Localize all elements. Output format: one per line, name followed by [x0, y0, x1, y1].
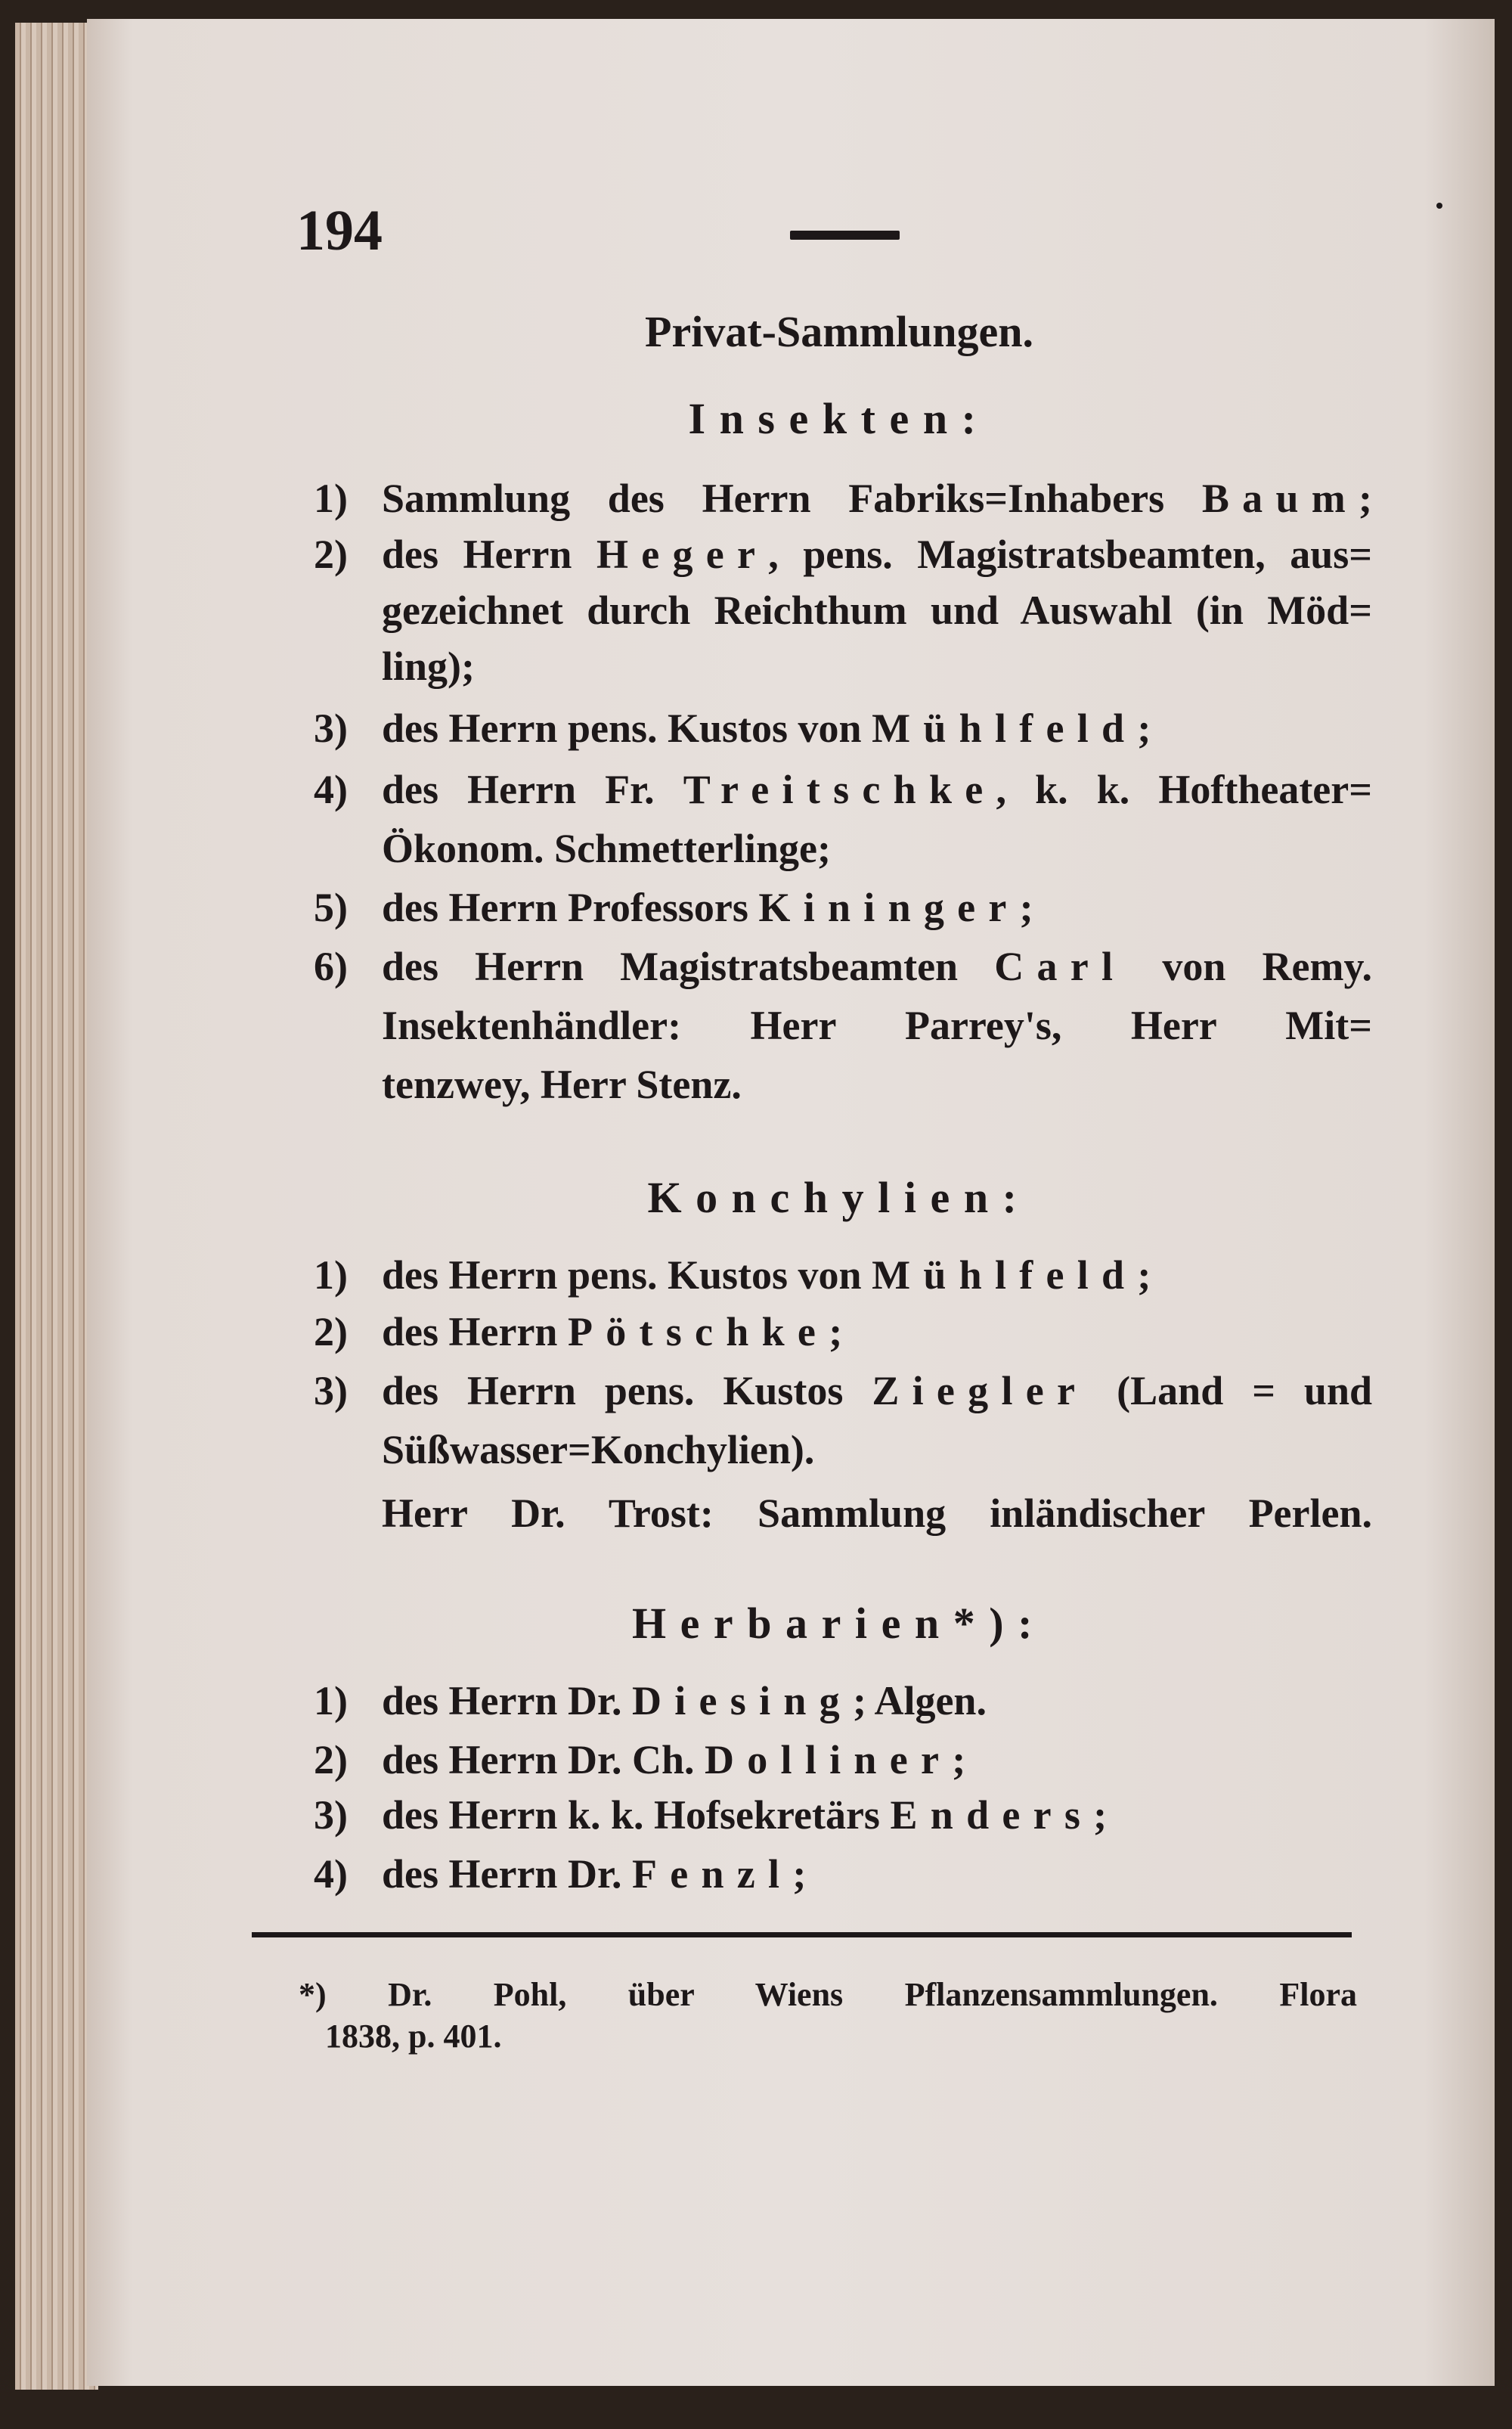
item-name: Mühlfeld: [872, 706, 1138, 751]
item-name: Dolliner: [705, 1737, 953, 1782]
item-number: 3): [314, 706, 348, 751]
item-text: des Herrn Magistratsbeamten: [382, 944, 959, 989]
page-title: Privat-Sammlungen.: [645, 307, 1033, 356]
list-item: [314, 528, 1372, 581]
section-heading-konchylien: Konchylien:: [647, 1173, 1031, 1222]
section-heading-herbarien: Herbarien*):: [631, 1599, 1047, 1648]
item-text: des Herrn k. k. Hofsekretärs: [382, 1792, 880, 1838]
item-text: von Remy.: [1126, 944, 1372, 989]
item-number: 1): [314, 476, 348, 521]
item-text: , pens. Magistratsbeamten, aus=: [768, 532, 1373, 577]
dealers-line: tenzwey, Herr Stenz.: [382, 1062, 742, 1107]
footnote-line: *) Dr. Pohl, über Wiens Pflanzensammlungen. Flora: [299, 1976, 1357, 2013]
item-text: des Herrn Dr.: [382, 1678, 622, 1723]
item-name: Mühlfeld: [872, 1252, 1138, 1298]
item-continuation: ling);: [382, 644, 476, 689]
item-text: ; Algen.: [852, 1678, 987, 1723]
item-number: 2): [314, 1737, 348, 1782]
item-name: Kininger: [758, 885, 1020, 930]
list-item: [314, 472, 1372, 525]
item-text: ;: [1137, 706, 1151, 751]
item-name: Baum: [1201, 476, 1359, 521]
item-number: 2): [314, 1309, 348, 1354]
item-number: 1): [314, 1252, 348, 1298]
list-item: [314, 881, 1372, 934]
list-item: [314, 763, 1372, 816]
page-stack-edges: [15, 23, 98, 2390]
item-number: 5): [314, 885, 348, 930]
item-text: ;: [1093, 1792, 1108, 1838]
konchylien-note: Herr Dr. Trost: Sammlung inländischer Perlen.: [382, 1491, 1372, 1536]
item-number: 3): [314, 1792, 348, 1838]
item-text: des Herrn pens. Kustos von: [382, 1252, 862, 1298]
item-text: , k. k. Hoftheater=: [996, 767, 1373, 812]
list-item: [314, 1847, 1372, 1900]
item-text: des Herrn: [382, 1309, 558, 1354]
item-text: Sammlung des Herrn Fabriks=Inhabers: [382, 476, 1165, 521]
item-text: ;: [829, 1309, 843, 1354]
item-name: Treitschke: [683, 767, 996, 812]
item-number: 4): [314, 1851, 348, 1897]
item-name: Enders: [890, 1792, 1094, 1838]
item-name: Diesing: [631, 1678, 853, 1723]
item-text: des Herrn Dr.: [382, 1851, 622, 1897]
item-text: ;: [1359, 476, 1373, 521]
item-name: Carl: [994, 944, 1126, 989]
list-item: [314, 1733, 1372, 1786]
item-text: ;: [1019, 885, 1033, 930]
item-continuation: Ökonom. Schmetterlinge;: [382, 826, 831, 871]
page-number: 194: [296, 199, 383, 262]
item-name: Pötschke: [567, 1309, 829, 1354]
item-name: Ziegler: [872, 1368, 1089, 1413]
item-text: des Herrn Professors: [382, 885, 748, 930]
list-item: [314, 1674, 1372, 1727]
item-text: des Herrn Dr. Ch.: [382, 1737, 695, 1782]
item-text: ;: [1137, 1252, 1151, 1298]
item-text: ;: [792, 1851, 807, 1897]
item-text: ;: [952, 1737, 966, 1782]
item-name: Fenzl: [631, 1851, 793, 1897]
item-text: des Herrn pens. Kustos: [382, 1368, 844, 1413]
item-text: des Herrn pens. Kustos von: [382, 706, 862, 751]
item-number: 2): [314, 532, 348, 577]
item-text: des Herrn Fr.: [382, 767, 655, 812]
list-item: [314, 702, 1372, 755]
item-text: (Land = und: [1088, 1368, 1373, 1413]
item-continuation: gezeichnet durch Reichthum und Auswahl (in Möd=: [382, 588, 1372, 633]
section-heading-insekten: Insekten:: [688, 394, 990, 443]
item-text: des Herrn: [382, 532, 572, 577]
list-item: [314, 940, 1372, 993]
list-item: [314, 1788, 1372, 1841]
item-number: 3): [314, 1368, 348, 1413]
footnote-line: 1838, p. 401.: [325, 2018, 502, 2055]
item-number: 1): [314, 1678, 348, 1723]
footnote-rule: [252, 1932, 1352, 1937]
item-continuation: Süßwasser=Konchylien).: [382, 1427, 815, 1472]
list-item: [314, 1364, 1372, 1417]
list-item: [314, 1249, 1372, 1301]
header-rule: [790, 231, 900, 240]
list-item: [314, 1305, 1372, 1358]
item-number: 4): [314, 767, 348, 812]
item-number: 6): [314, 944, 348, 989]
item-name: Heger: [596, 532, 769, 577]
dealers-line: Insektenhändler: Herr Parrey's, Herr Mit=: [382, 1003, 1372, 1048]
ink-dot: [1436, 203, 1442, 209]
